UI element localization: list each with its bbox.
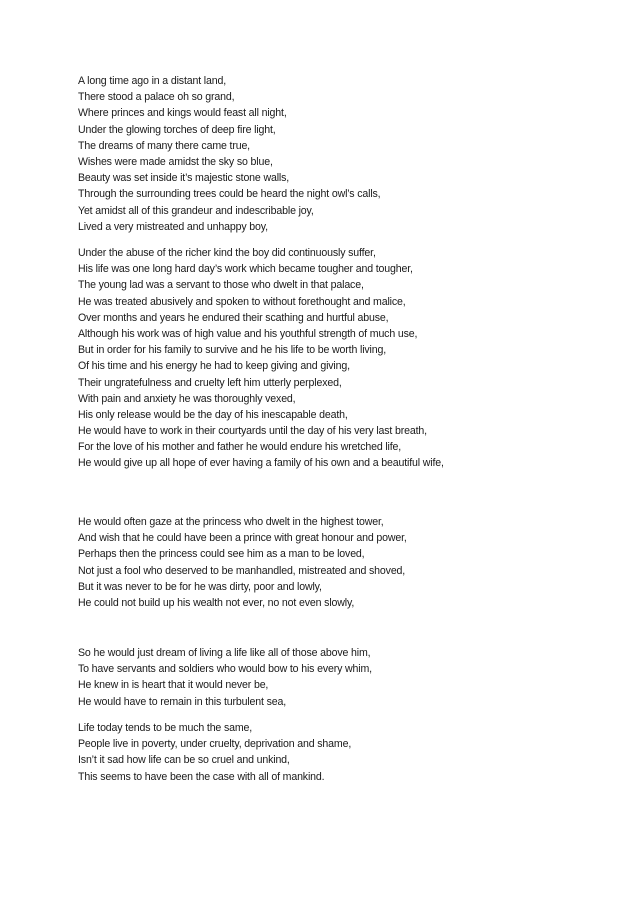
poem-line: People live in poverty, under cruelty, deprivation and shame, — [78, 738, 352, 751]
poem-line: There stood a palace oh so grand, — [78, 91, 235, 104]
stanza-4 — [78, 645, 618, 710]
poem-line: Yet amidst all of this grandeur and indescribable joy, — [78, 204, 314, 217]
stanza-3 — [78, 514, 618, 611]
poem-line: He knew in is heart that it would never be, — [78, 679, 269, 692]
stanza-5 — [78, 720, 618, 785]
poem-line: Of his time and his energy he had to keep giving and giving, — [78, 360, 350, 373]
poem-line: He could not build up his wealth not ever, no not even slowly, — [78, 596, 355, 609]
poem-line: Although his work was of high value and his youthful strength of much use, — [78, 327, 418, 340]
poem-line: A long time ago in a distant land, — [78, 75, 227, 87]
poem-line: He would have to work in their courtyards until the day of his very last breath, — [78, 425, 427, 438]
poem-line: He was treated abusively and spoken to without forethought and malice, — [78, 295, 406, 308]
poem-line: Life today tends to be much the same, — [78, 722, 253, 734]
poem-line: Isn’t it sad how life can be so cruel and unkind, — [78, 754, 290, 767]
poem-line: But in order for his family to survive and he his life to be worth living, — [78, 344, 387, 357]
poem-line: He would have to remain in this turbulent sea, — [78, 695, 287, 708]
poem-line: Their ungratefulness and cruelty left him utterly perplexed, — [78, 376, 342, 389]
poem-line: Under the glowing torches of deep fire light, — [78, 123, 276, 136]
poem-line: The dreams of many there came true, — [78, 139, 250, 152]
poem-line: Under the abuse of the richer kind the boy did continuously suffer, — [78, 247, 376, 259]
poem-line: He would often gaze at the princess who dwelt in the highest tower, — [78, 516, 384, 528]
poem-line: Through the surrounding trees could be heard the night owl’s calls, — [78, 188, 381, 201]
poem-line: For the love of his mother and father he would endure his wretched life, — [78, 441, 402, 454]
poem-line: Where princes and kings would feast all night, — [78, 107, 287, 120]
poem-line: Over months and years he endured their scathing and hurtful abuse, — [78, 311, 389, 324]
poem-line: The young lad was a servant to those who dwelt in that palace, — [78, 279, 364, 292]
poem-line: Wishes were made amidst the sky so blue, — [78, 155, 273, 168]
poem-line: Lived a very mistreated and unhappy boy, — [78, 220, 268, 233]
poem-line: Perhaps then the princess could see him as a man to be loved, — [78, 548, 365, 561]
poem-line: With pain and anxiety he was thoroughly vexed, — [78, 392, 296, 405]
poem-line: To have servants and soldiers who would bow to his every whim, — [78, 663, 372, 676]
poem-line: Beauty was set inside it’s majestic stone walls, — [78, 172, 290, 185]
poem-line: So he would just dream of living a life like all of those above him, — [78, 647, 371, 659]
poem-line: And wish that he could have been a prince with great honour and power, — [78, 532, 407, 545]
poem-line: But it was never to be for he was dirty, poor and lowly, — [78, 580, 322, 593]
poem-line: He would give up all hope of ever having a family of his own and a beautiful wife, — [78, 457, 444, 470]
poem-line: This seems to have been the case with all of mankind. — [78, 770, 325, 783]
stanza-1 — [78, 73, 618, 235]
poem-line: Not just a fool who deserved to be manhandled, mistreated and shoved, — [78, 564, 406, 577]
poem-line: His only release would be the day of his inescapable death, — [78, 408, 348, 421]
stanza-2 — [78, 245, 618, 472]
poem-line: His life was one long hard day’s work which became tougher and tougher, — [78, 263, 413, 276]
